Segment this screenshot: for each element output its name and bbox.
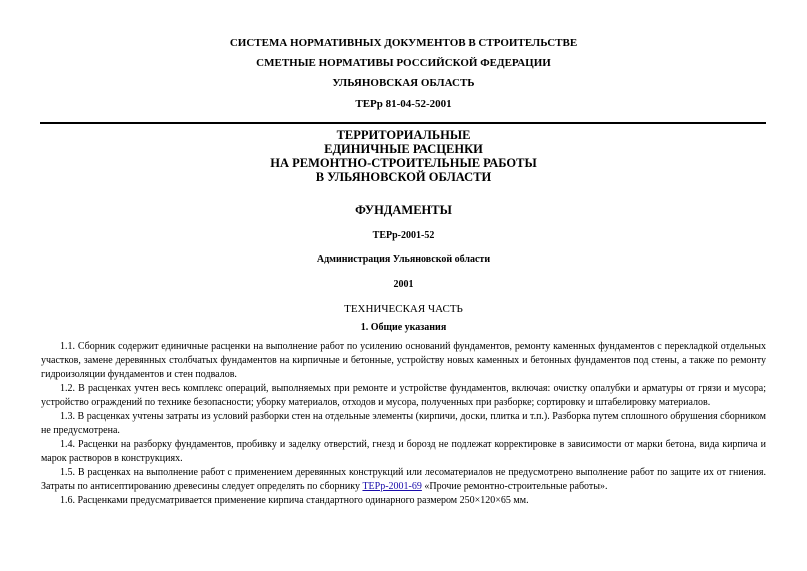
authority: Администрация Ульяновской области	[316, 254, 491, 265]
paragraph-1-3: 1.3. В расценках учтены затраты из условий разборки стен на отдельные элементы (кирпичи, доски, плитка и т.п.). Разборка путем сплошного обрушения сборником не предусмотрена.	[41, 411, 766, 436]
section-title: ТЕХНИЧЕСКАЯ ЧАСТЬ	[344, 303, 463, 315]
title-line-1: ТЕРРИТОРИАЛЬНЫЕ	[336, 128, 471, 142]
paragraph-1-1: 1.1. Сборник содержит единичные расценки на выполнение работ по усилению оснований фундаментов, ремонту каменных фундаментов с перекладкой отдельных участков, замене деревянных столбчатых фундаментов на кирпичные и бетонные, устройству новых каменных и бетонных фундаментов под стены, а также по ремонту гидроизоляции фундаментов и стен подвалов.	[41, 341, 766, 380]
header-estimates-line: СМЕТНЫЕ НОРМАТИВЫ РОССИЙСКОЙ ФЕДЕРАЦИИ	[256, 57, 551, 69]
header-code: ТЕРр 81-04-52-2001	[355, 98, 452, 110]
header-region-line: УЛЬЯНОВСКАЯ ОБЛАСТЬ	[332, 77, 475, 89]
collection-link[interactable]: ТЕРр-2001-69	[362, 481, 422, 492]
paragraph-1-2: 1.2. В расценках учтен весь комплекс операций, выполняемых при ремонте и устройстве фундаментов, включая: очистку опалубки и арматуры от грязи и мусора; устройство ограждений по технике безопасности; уборку материалов, отходов и мусора, полученных при разборке; сортировку и штабелировку материалов.	[41, 383, 766, 408]
paragraph-1-6: 1.6. Расценками предусматривается применение кирпича стандартного одинарного размером 250×120×65 мм.	[60, 495, 529, 506]
paragraph-1-4: 1.4. Расценки на разборку фундаментов, пробивку и заделку отверстий, гнезд и борозд не подлежат корректировке в зависимости от марки бетона, вида кирпича и марок растворов в конструкциях.	[41, 439, 766, 464]
paragraph-1-5-text: 1.5. В расценках на выполнение работ с применением деревянных конструкций или лесоматериалов не предусмотрено выполнение работ по защите их от гниения. Затраты по антисептированию древесины следует определять по сборнику	[41, 467, 766, 492]
year: 2001	[393, 279, 414, 290]
doc-code: ТЕРр-2001-52	[372, 230, 435, 241]
document-title	[0, 128, 807, 184]
general-instructions	[41, 340, 766, 508]
title-line-3: НА РЕМОНТНО-СТРОИТЕЛЬНЫЕ РАБОТЫ	[270, 156, 537, 170]
header-system-line: СИСТЕМА НОРМАТИВНЫХ ДОКУМЕНТОВ В СТРОИТЕЛЬСТВЕ	[229, 37, 578, 49]
paragraph-1-5	[41, 466, 766, 494]
header-divider	[40, 122, 766, 124]
subsection-title: 1. Общие указания	[360, 322, 447, 333]
title-line-4: В УЛЬЯНОВСКОЙ ОБЛАСТИ	[315, 170, 492, 184]
paragraph-1-5-tail: «Прочие ремонтно-строительные работы».	[421, 481, 608, 492]
title-line-2: ЕДИНИЧНЫЕ РАСЦЕНКИ	[324, 142, 483, 156]
subject-heading: ФУНДАМЕНТЫ	[355, 203, 452, 217]
